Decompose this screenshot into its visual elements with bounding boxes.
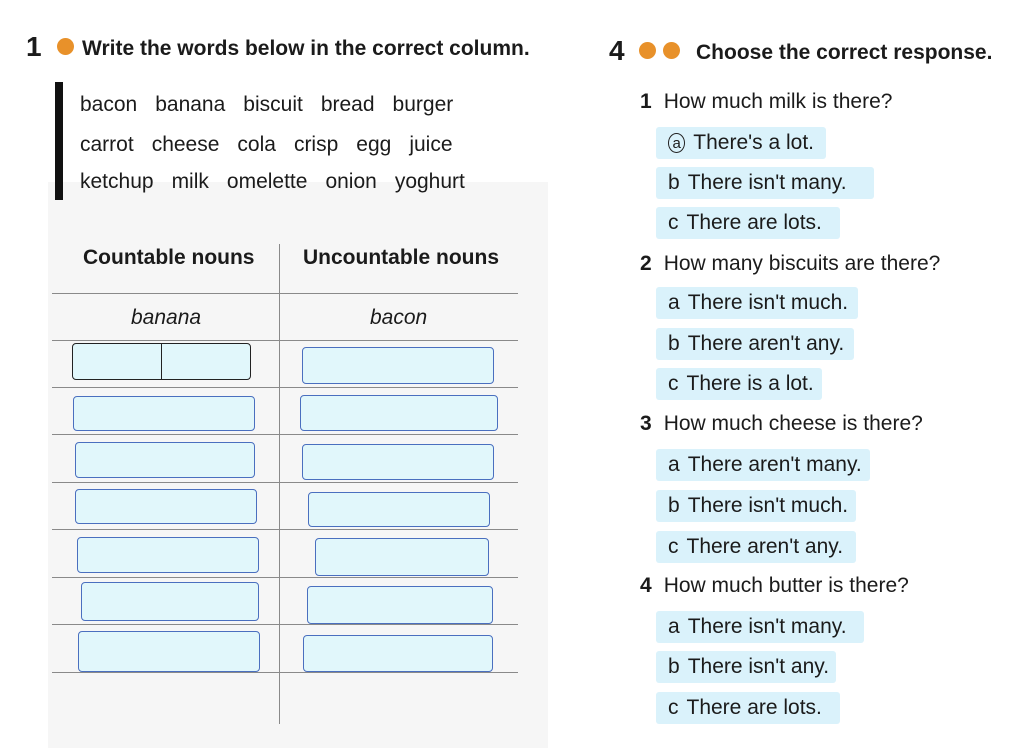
table-rule xyxy=(52,293,518,294)
word: carrot xyxy=(80,133,134,156)
table-rule xyxy=(52,672,518,673)
word: bread xyxy=(320,93,375,116)
countable-answer-box-2[interactable] xyxy=(73,396,255,431)
difficulty-dot-icon xyxy=(663,42,680,59)
word: banana xyxy=(155,93,226,116)
q1-option-c[interactable]: c There are lots. xyxy=(656,207,840,239)
word: burger xyxy=(392,93,454,116)
word: cheese xyxy=(151,133,220,156)
uncountable-column-header: Uncountable nouns xyxy=(303,246,499,269)
countable-answer-box-3[interactable] xyxy=(75,442,255,478)
countable-answer-box-1[interactable] xyxy=(72,343,251,380)
countable-example: banana xyxy=(131,306,202,329)
q4-option-b[interactable]: b There isn't any. xyxy=(656,651,836,683)
difficulty-dot-icon xyxy=(57,38,74,55)
q3-option-a[interactable]: a There aren't many. xyxy=(656,449,870,481)
word-list-row-1 xyxy=(80,93,453,117)
question-1: 1 How much milk is there? xyxy=(640,90,893,113)
uncountable-answer-box-7[interactable] xyxy=(303,635,493,672)
uncountable-answer-box-3[interactable] xyxy=(302,444,494,480)
q2-option-a[interactable]: a There isn't much. xyxy=(656,287,858,319)
exercise-1-number: 1 xyxy=(26,31,42,62)
uncountable-example: bacon xyxy=(370,306,428,329)
word-list-row-2 xyxy=(80,133,453,157)
exercise-4-number: 4 xyxy=(609,35,625,66)
uncountable-answer-box-2[interactable] xyxy=(300,395,498,431)
selected-answer-circle-icon: a xyxy=(668,133,685,153)
word: onion xyxy=(325,170,377,193)
countable-answer-box-5[interactable] xyxy=(77,537,259,573)
word: cola xyxy=(237,133,276,156)
q1-option-a[interactable]: a There's a lot. xyxy=(656,127,826,159)
q3-option-b[interactable]: b There isn't much. xyxy=(656,490,856,522)
table-rule xyxy=(52,387,518,388)
uncountable-answer-box-6[interactable] xyxy=(307,586,493,624)
q1-option-b[interactable]: b There isn't many. xyxy=(656,167,874,199)
uncountable-answer-box-5[interactable] xyxy=(315,538,489,576)
word: bacon xyxy=(80,93,138,116)
word: crisp xyxy=(293,133,339,156)
countable-answer-box-7[interactable] xyxy=(78,631,260,672)
table-rule xyxy=(52,577,518,578)
question-4: 4 How much butter is there? xyxy=(640,574,909,597)
q4-option-a[interactable]: a There isn't many. xyxy=(656,611,864,643)
q3-option-c[interactable]: c There aren't any. xyxy=(656,531,856,563)
table-column-divider xyxy=(279,244,280,724)
word: egg xyxy=(356,133,392,156)
uncountable-answer-box-1[interactable] xyxy=(302,347,494,384)
difficulty-dot-icon xyxy=(639,42,656,59)
table-rule xyxy=(52,482,518,483)
q4-option-c[interactable]: c There are lots. xyxy=(656,692,840,724)
countable-answer-box-6[interactable] xyxy=(81,582,259,621)
word: milk xyxy=(171,170,209,193)
table-rule xyxy=(52,529,518,530)
word-box-bar xyxy=(55,82,63,200)
table-rule xyxy=(52,434,518,435)
uncountable-answer-box-4[interactable] xyxy=(308,492,490,527)
word: biscuit xyxy=(243,93,303,116)
word: yoghurt xyxy=(394,170,465,193)
word: juice xyxy=(409,133,453,156)
exercise-4-title: Choose the correct response. xyxy=(696,41,993,64)
q2-option-c[interactable]: c There is a lot. xyxy=(656,368,822,400)
countable-column-header: Countable nouns xyxy=(83,246,255,269)
countable-answer-box-4[interactable] xyxy=(75,489,257,524)
table-rule xyxy=(52,624,518,625)
table-rule xyxy=(52,340,518,341)
question-2: 2 How many biscuits are there? xyxy=(640,252,941,275)
word: omelette xyxy=(226,170,308,193)
exercise-1-title: Write the words below in the correct column. xyxy=(82,37,530,60)
cursor-divider xyxy=(161,344,162,379)
question-3: 3 How much cheese is there? xyxy=(640,412,923,435)
q2-option-b[interactable]: b There aren't any. xyxy=(656,328,854,360)
word: ketchup xyxy=(80,170,154,193)
word-list-row-3 xyxy=(80,170,465,194)
